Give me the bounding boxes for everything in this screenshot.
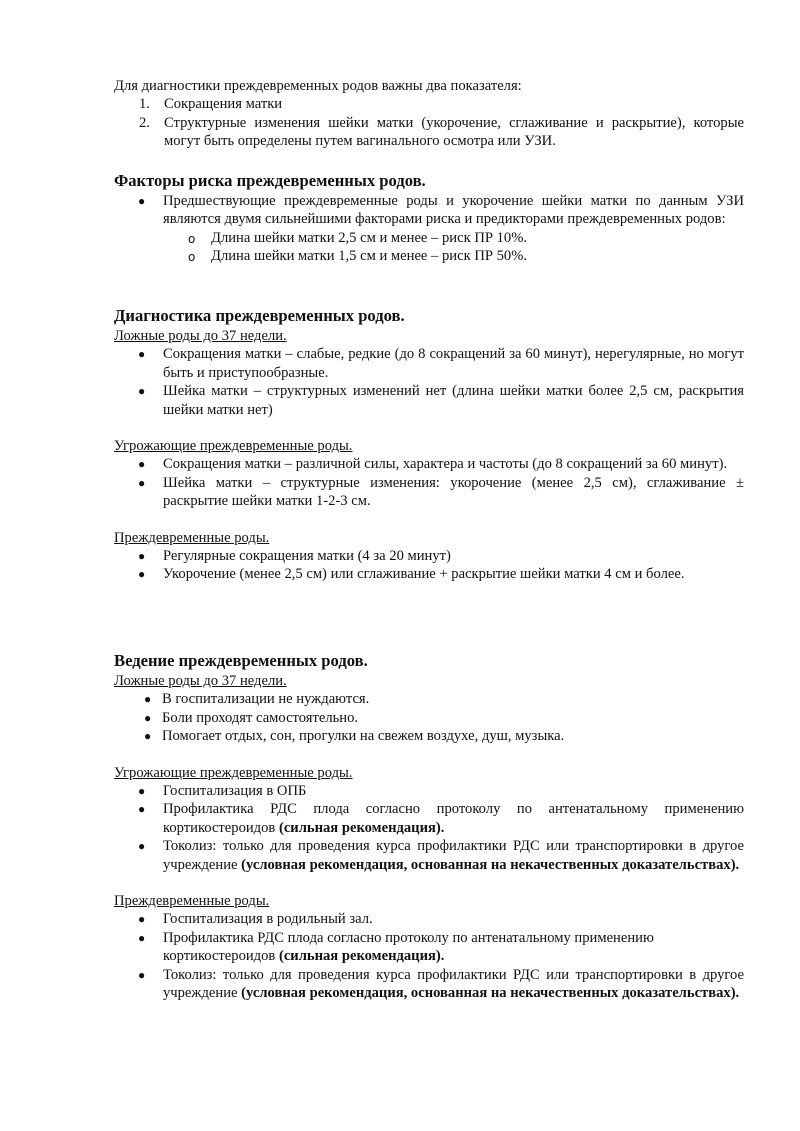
item-text: Госпитализация в родильный зал.	[163, 911, 373, 928]
list-item	[114, 709, 744, 727]
item-text: Укорочение (менее 2,5 см) или сглаживание + раскрытие шейки матки 4 см и более.	[163, 566, 685, 583]
list-item	[114, 929, 744, 966]
list-item	[114, 782, 744, 800]
bullet-icon: ●	[138, 802, 146, 817]
bullet-icon: ●	[144, 729, 152, 744]
subsection-heading: Угрожающие преждевременные роды.	[114, 764, 353, 781]
list-item	[114, 966, 744, 1003]
bullet-icon: ●	[138, 930, 146, 945]
bullet-icon: ●	[138, 912, 146, 927]
bullet-icon: ●	[138, 967, 146, 982]
recommendation-strength: (условная рекомендация, основанная на некачественных доказательствах).	[241, 985, 740, 1002]
recommendation-strength: (сильная рекомендация).	[278, 948, 445, 965]
item-text: Профилактика РДС плода согласно протоколу по антенатальному применению кортикостероидов	[163, 929, 654, 965]
item-text: Регулярные сокращения матки (4 за 20 минут)	[163, 548, 451, 565]
bullet-icon: ●	[144, 710, 152, 725]
list-item	[114, 192, 744, 229]
circle-bullet-icon: o	[188, 231, 196, 246]
list-item	[114, 565, 744, 583]
item-text: Сокращения матки – слабые, редкие (до 8 сокращений за 60 минут), нерегулярные, но могут быть и приступообразные.	[163, 346, 744, 381]
list-item	[114, 455, 744, 473]
item-text: Токолиз: только для проведения курса профилактики РДС или транспортировки в другое учреждение	[163, 966, 744, 1002]
item-text: Профилактика РДС плода согласно протоколу по антенатальному применению кортикостероидов	[163, 801, 744, 836]
bullet-list	[114, 910, 744, 1002]
item-number: 2.	[139, 114, 150, 131]
item-text: В госпитализации не нуждаются.	[162, 691, 370, 708]
bullet-icon: ●	[138, 839, 146, 854]
list-item	[114, 800, 744, 837]
section-title: Факторы риска преждевременных родов.	[114, 171, 426, 190]
subsection-heading: Угрожающие преждевременные роды.	[114, 438, 353, 455]
circle-bullet-icon: o	[188, 250, 196, 265]
recommendation-strength: (условная рекомендация, основанная на некачественных доказательствах).	[241, 856, 740, 873]
list-item	[114, 910, 744, 928]
recommendation-strength: (сильная рекомендация).	[278, 819, 445, 836]
bullet-icon: ●	[138, 549, 146, 564]
subsection-heading: Ложные роды до 37 недели.	[114, 328, 287, 344]
diagnostics-section	[114, 306, 744, 584]
risk-list	[114, 192, 744, 229]
bullet-icon: ●	[138, 194, 146, 208]
list-item	[114, 382, 744, 419]
bullet-list	[114, 345, 744, 419]
subsection-heading: Ложные роды до 37 недели.	[114, 673, 287, 689]
list-item	[114, 114, 744, 151]
item-text: Токолиз: только для проведения курса профилактики РДС или транспортировки в другое учреждение	[163, 838, 744, 873]
item-number: 1.	[139, 96, 150, 113]
item-text: Длина шейки матки 2,5 см и менее – риск ПР 10%.	[211, 229, 528, 246]
section-title: Диагностика преждевременных родов.	[114, 306, 405, 325]
bullet-list	[114, 782, 744, 874]
item-text: Боли проходят самостоятельно.	[162, 709, 359, 726]
item-text: Госпитализация в ОПБ	[163, 783, 307, 800]
item-text: Предшествующие преждевременные роды и укорочение шейки матки по данным УЗИ являются двумя сильнейшими факторами риска и предикторами преждевременных родов:	[163, 193, 744, 228]
management-section	[114, 651, 744, 1003]
section-title: Ведение преждевременных родов.	[114, 651, 368, 670]
intro-list	[114, 95, 744, 150]
bullet-list	[114, 547, 744, 584]
item-text: Структурные изменения шейки матки (укорочение, сглаживание и раскрытие), которые могут быть определены путем вагинального осмотра или УЗИ.	[164, 114, 744, 150]
intro-section	[114, 77, 744, 151]
bullet-icon: ●	[138, 567, 146, 582]
list-item	[114, 95, 744, 113]
sub-item	[114, 247, 744, 265]
list-item	[114, 474, 744, 511]
risk-section	[114, 171, 744, 266]
item-text: Длина шейки матки 1,5 см и менее – риск ПР 50%.	[211, 248, 528, 265]
item-text: Шейка матки – структурные изменения: укорочение (менее 2,5 см), сглаживание ± раскрытие шейки матки 1-2-3 см.	[163, 474, 744, 510]
item-text: Сокращения матки – различной силы, характера и частоты (до 8 сокращений за 60 минут).	[163, 456, 728, 473]
list-item	[114, 690, 744, 708]
list-item	[114, 727, 744, 745]
bullet-list	[114, 455, 744, 510]
item-text: Сокращения матки	[164, 96, 283, 113]
item-text: Шейка матки – структурных изменений нет (длина шейки матки более 2,5 см, раскрытия шейки матки нет)	[163, 383, 744, 418]
bullet-icon: ●	[138, 475, 146, 490]
subsection-heading: Преждевременные роды.	[114, 529, 270, 546]
bullet-icon: ●	[138, 347, 146, 362]
bullet-icon: ●	[138, 384, 146, 399]
list-item	[114, 345, 744, 382]
bullet-list	[114, 690, 744, 745]
list-item	[114, 837, 744, 874]
subsection-heading: Преждевременные роды.	[114, 893, 270, 910]
item-text: Помогает отдых, сон, прогулки на свежем воздухе, душ, музыка.	[162, 728, 565, 745]
bullet-icon: ●	[144, 692, 152, 707]
bullet-icon: ●	[138, 457, 146, 472]
list-item	[114, 547, 744, 565]
sub-item	[114, 229, 744, 247]
bullet-icon: ●	[138, 784, 146, 799]
risk-sublist	[114, 229, 744, 266]
intro-text: Для диагностики преждевременных родов важны два показателя:	[114, 78, 522, 94]
